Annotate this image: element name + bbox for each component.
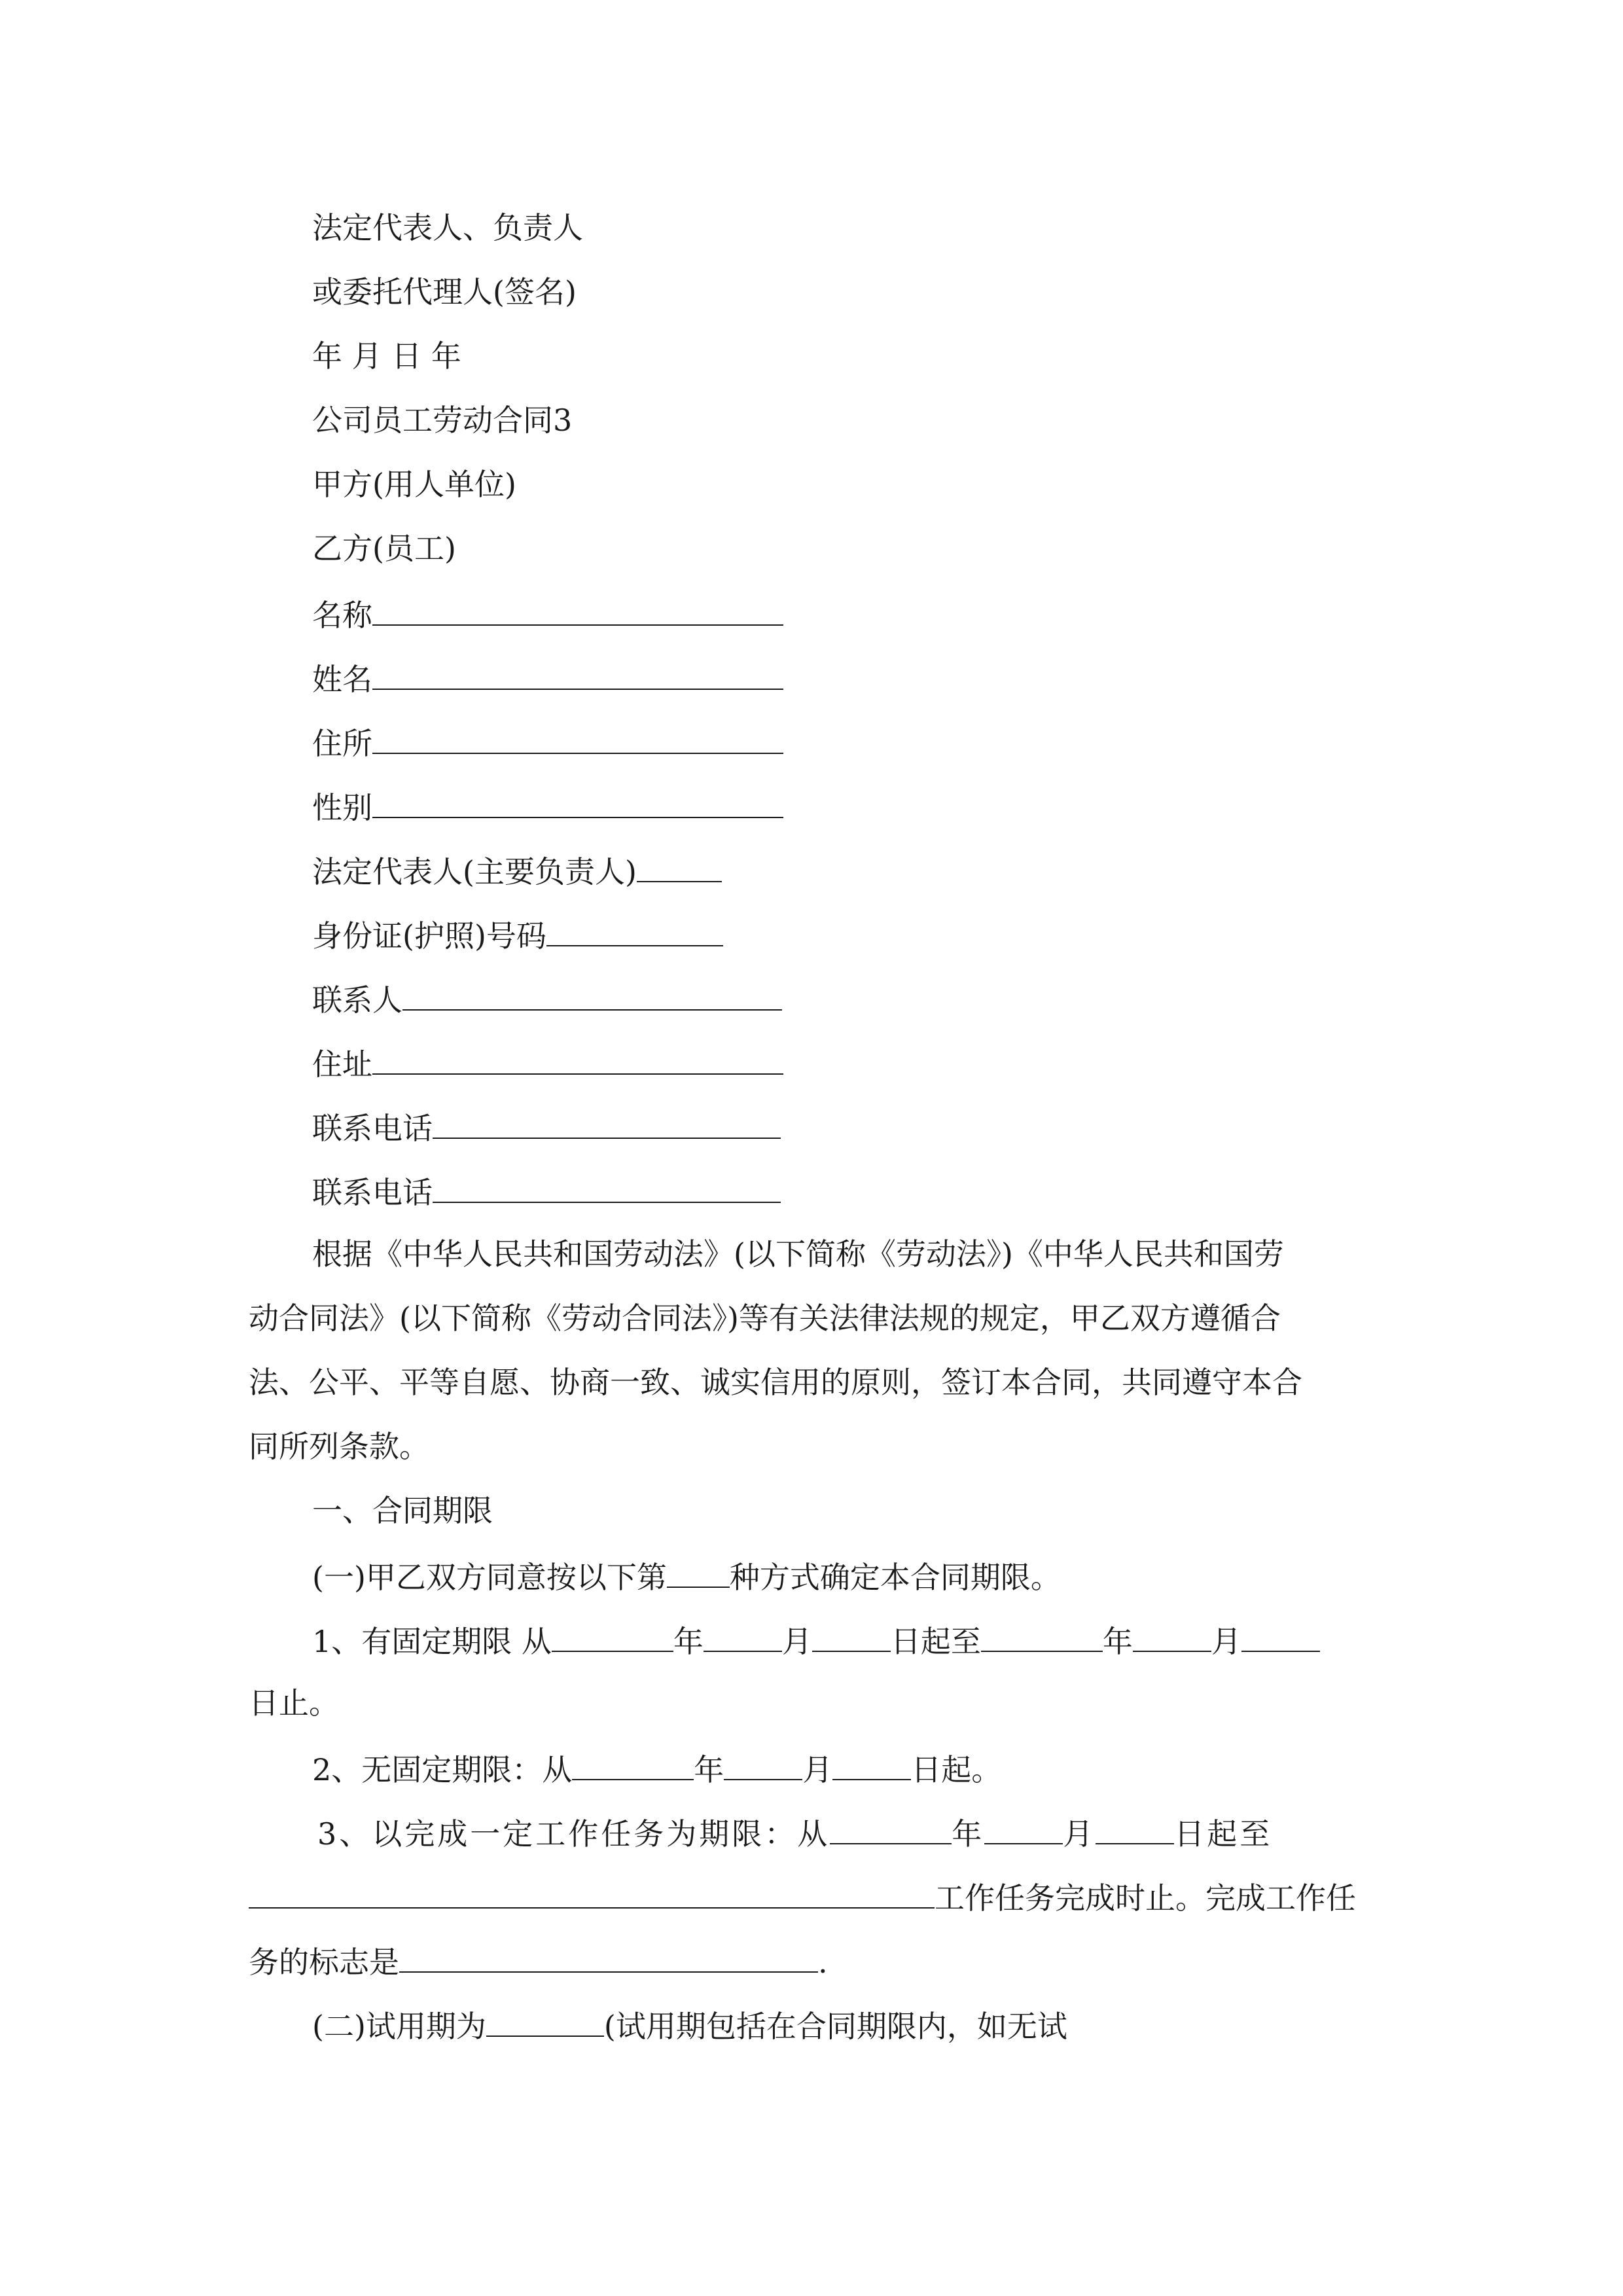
signature-agent: 或委托代理人(签名) xyxy=(312,274,577,310)
field-address-blank[interactable] xyxy=(372,1042,783,1075)
field-legal-rep xyxy=(312,850,722,891)
option-1-month: 月 xyxy=(781,1624,812,1659)
option-1-day2-blank[interactable] xyxy=(1241,1619,1320,1652)
option-3-task-blank[interactable] xyxy=(249,1876,935,1909)
option-3-year-blank[interactable] xyxy=(830,1812,952,1844)
option-3-line-2 xyxy=(249,1876,1356,1918)
option-3-month: 月 xyxy=(1063,1816,1096,1852)
clause-a-blank[interactable] xyxy=(667,1555,730,1588)
field-person-name-label: 姓名 xyxy=(312,662,372,697)
field-phone-a-label: 联系电话 xyxy=(312,1111,433,1146)
field-person-name xyxy=(312,657,783,699)
option-1-month2: 月 xyxy=(1211,1624,1241,1659)
option-1-year2-blank[interactable] xyxy=(981,1619,1103,1652)
clause-b xyxy=(312,2004,1067,2046)
option-3-year: 年 xyxy=(952,1816,985,1852)
field-id-number xyxy=(312,914,723,956)
field-domicile-label: 住所 xyxy=(312,726,372,761)
option-1-pre: 1、有固定期限 从 xyxy=(312,1624,552,1659)
clause-b-blank[interactable] xyxy=(486,2004,604,2037)
field-gender-label: 性别 xyxy=(312,790,372,825)
party-b-label: 乙方(员工) xyxy=(312,531,456,566)
field-name-blank[interactable] xyxy=(372,593,783,626)
option-3-mark-blank[interactable] xyxy=(399,1940,818,1973)
clause-a-post: 种方式确定本合同期限。 xyxy=(729,1560,1061,1595)
section-heading: 一、合同期限 xyxy=(312,1493,493,1528)
option-2-year: 年 xyxy=(694,1752,724,1787)
option-3-dot: . xyxy=(818,1945,828,1980)
field-legal-rep-label: 法定代表人(主要负责人) xyxy=(312,854,637,889)
option-1-end: 日止。 xyxy=(249,1685,339,1721)
intro-line-4: 同所列条款。 xyxy=(249,1429,429,1464)
field-address-label: 住址 xyxy=(312,1047,372,1082)
field-person-name-blank[interactable] xyxy=(372,657,783,690)
option-3-day-blank[interactable] xyxy=(1096,1812,1174,1844)
field-phone-b-blank[interactable] xyxy=(433,1170,781,1203)
option-2-day-blank[interactable] xyxy=(832,1748,911,1780)
field-domicile xyxy=(312,721,783,763)
contract-title: 公司员工劳动合同3 xyxy=(312,403,573,438)
option-1-year: 年 xyxy=(673,1624,704,1659)
option-2-pre: 2、无固定期限：从 xyxy=(312,1752,573,1787)
option-1-month-blank[interactable] xyxy=(704,1619,782,1652)
option-3-pre: 3、以完成一定工作任务为期限：从 xyxy=(317,1816,830,1852)
field-domicile-blank[interactable] xyxy=(372,721,783,754)
intro-line-1: 根据《中华人民共和国劳动法》(以下简称《劳动法》)《中华人民共和国劳 xyxy=(312,1236,1284,1272)
field-contact-person-label: 联系人 xyxy=(312,982,402,1018)
field-phone-a xyxy=(312,1106,781,1148)
option-3 xyxy=(317,1812,1272,1854)
option-1-day-to: 日起至 xyxy=(890,1624,981,1659)
signature-representative: 法定代表人、负责人 xyxy=(312,210,583,245)
intro-line-2: 动合同法》(以下简称《劳动合同法》)等有关法律法规的规定，甲乙双方遵循合 xyxy=(249,1300,1281,1336)
clause-b-post: (试用期包括在合同期限内，如无试 xyxy=(603,2009,1067,2044)
field-legal-rep-blank[interactable] xyxy=(637,850,722,882)
option-1-day-blank[interactable] xyxy=(812,1619,891,1652)
option-2-end: 日起。 xyxy=(911,1752,1002,1787)
clause-b-pre: (二)试用期为 xyxy=(312,2009,486,2044)
field-phone-a-blank[interactable] xyxy=(433,1106,781,1139)
option-1 xyxy=(312,1619,1320,1661)
field-address xyxy=(312,1042,783,1084)
option-1-month2-blank[interactable] xyxy=(1133,1619,1211,1652)
field-contact-person-blank[interactable] xyxy=(402,978,782,1011)
option-1-year-blank[interactable] xyxy=(552,1619,673,1652)
option-2-month: 月 xyxy=(802,1752,833,1787)
field-gender-blank[interactable] xyxy=(372,785,783,818)
option-3-mark-label: 务的标志是 xyxy=(249,1945,399,1980)
option-2 xyxy=(312,1748,1001,1789)
clause-a-pre: (一)甲乙双方同意按以下第 xyxy=(312,1560,667,1595)
field-phone-b xyxy=(312,1170,781,1212)
option-2-month-blank[interactable] xyxy=(724,1748,802,1780)
field-id-number-label: 身份证(护照)号码 xyxy=(312,918,546,954)
field-name xyxy=(312,593,783,635)
option-3-line-3 xyxy=(249,1940,828,1982)
option-2-year-blank[interactable] xyxy=(572,1748,694,1780)
field-phone-b-label: 联系电话 xyxy=(312,1175,433,1210)
field-contact-person xyxy=(312,978,782,1020)
signature-date: 年 月 日 年 xyxy=(312,338,461,374)
field-gender xyxy=(312,785,783,827)
party-a-label: 甲方(用人单位) xyxy=(312,467,516,502)
option-1-year2: 年 xyxy=(1102,1624,1133,1659)
field-id-number-blank[interactable] xyxy=(546,914,723,946)
option-3-tail: 工作任务完成时止。完成工作任 xyxy=(935,1880,1356,1916)
clause-a xyxy=(312,1555,1061,1597)
option-3-day: 日起至 xyxy=(1174,1816,1273,1852)
option-3-month-blank[interactable] xyxy=(984,1812,1063,1844)
intro-line-3: 法、公平、平等自愿、协商一致、诚实信用的原则，签订本合同，共同遵守本合 xyxy=(249,1365,1302,1400)
field-name-label: 名称 xyxy=(312,598,372,633)
